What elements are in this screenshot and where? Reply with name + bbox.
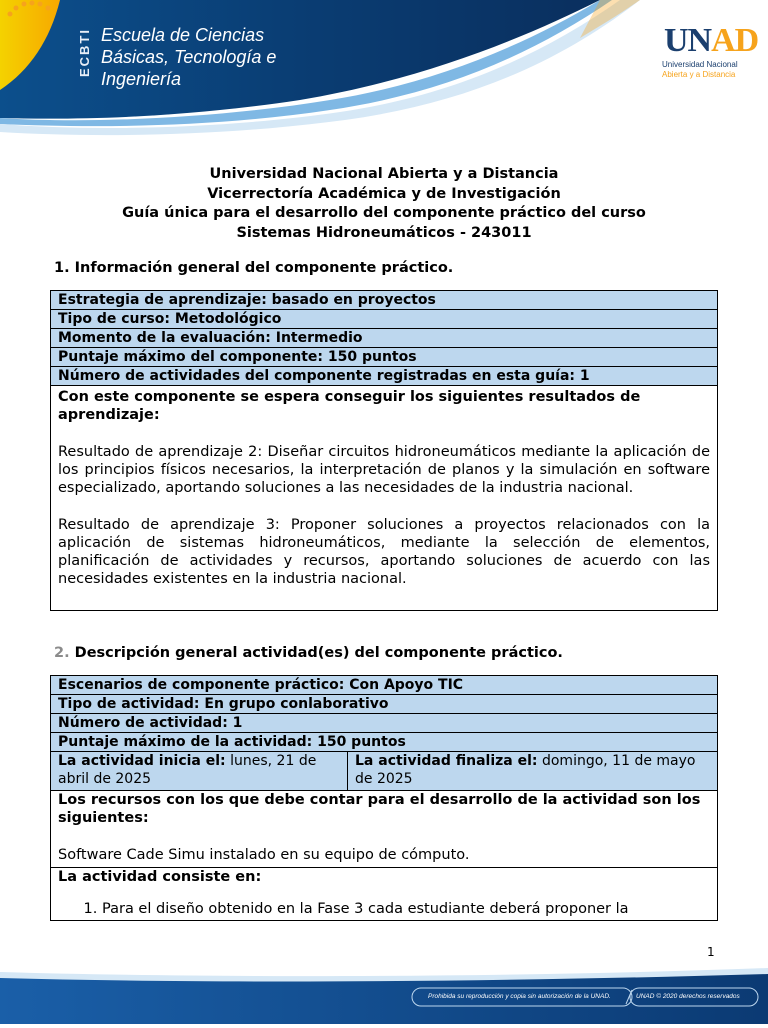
title-guide: Guía única para el desarrollo del componente práctico del curso	[122, 205, 646, 221]
footer-copyright: UNAD © 2020 derechos reservados	[636, 993, 740, 1000]
unad-logo-dots	[0, 0, 80, 70]
title-course: Sistemas Hidroneumáticos - 243011	[236, 224, 532, 241]
section1-heading: 1. Información general del componente práctico.	[54, 260, 454, 276]
unad-logo	[664, 22, 758, 60]
activity-start-value: lunes, 21 de abril de 2025	[58, 753, 317, 787]
learning-result-2: Resultado de aprendizaje 2: Diseñar circuitos hidroneumáticos mediante la aplicación de los principios físicos necesarios, la interpretación de planos y la simulación en software especializado, aportando soluciones a las necesidades de la industria nacional.	[58, 444, 710, 496]
activity-row-type: Tipo de actividad: En grupo conlaborativo	[51, 695, 718, 714]
activity-steps-list	[58, 900, 710, 918]
activity-description-intro: La actividad consiste en:	[58, 869, 262, 885]
section1-info-table	[50, 290, 718, 611]
activity-start-cell	[51, 752, 348, 791]
school-name-line-3: Ingeniería	[101, 69, 182, 89]
learning-results-intro: Con este componente se espera conseguir los siguientes resultados de aprendizaje:	[58, 389, 641, 423]
page-header	[0, 0, 768, 140]
ecbti-badge: ECBTI	[77, 28, 92, 78]
logo-text-accent: AD	[711, 22, 759, 59]
title-university: Universidad Nacional Abierta y a Distancia	[209, 166, 559, 182]
activity-start-label: La actividad inicia el:	[58, 753, 226, 769]
activity-description-cell	[51, 868, 718, 921]
activity-step-1: 1. Para el diseño obtenido en la Fase 3 cada estudiante deberá proponer la	[102, 900, 710, 918]
info-row-course-type: Tipo de curso: Metodológico	[51, 310, 718, 329]
resources-value: Software Cade Simu instalado en su equipo de cómputo.	[58, 847, 470, 863]
learning-result-3: Resultado de aprendizaje 3: Proponer soluciones a proyectos relacionados con la aplicación de sistemas hidroneumáticos, mediante la selección de elementos, planificación de actividades y recursos, aportando soluciones de acuerdo con las necesidades existentes en la industria nacional.	[58, 517, 710, 587]
info-row-max-score: Puntaje máximo del componente: 150 puntos	[51, 348, 718, 367]
activity-row-max-score: Puntaje máximo de la actividad: 150 puntos	[51, 733, 718, 752]
title-vicerrectoria: Vicerrectoría Académica y de Investigación	[207, 185, 561, 202]
section2-heading-text: Descripción general actividad(es) del componente práctico.	[74, 645, 563, 661]
activity-row-number: Número de actividad: 1	[51, 714, 718, 733]
logo-subtitle-1: Universidad Nacional	[662, 60, 738, 69]
logo-subtitle-2: Abierta y a Distancia	[662, 70, 736, 79]
activity-end-cell	[348, 752, 718, 791]
document-titles	[60, 165, 708, 243]
activity-row-scenario: Escenarios de componente práctico: Con Apoyo TIC	[51, 676, 718, 695]
logo-text-main: UN	[664, 22, 712, 59]
school-name	[101, 24, 276, 90]
school-name-line-1: Escuela de Ciencias	[101, 25, 265, 45]
resources-cell	[51, 791, 718, 868]
page-number: 1	[707, 945, 715, 959]
activity-end-value: domingo, 11 de mayo de 2025	[355, 753, 696, 787]
info-row-evaluation-moment: Momento de la evaluación: Intermedio	[51, 329, 718, 348]
activity-end-label: La actividad finaliza el:	[355, 753, 538, 769]
section2-activity-table	[50, 675, 718, 921]
learning-results-cell	[51, 386, 718, 611]
info-row-strategy: Estrategia de aprendizaje: basado en proyectos	[51, 291, 718, 310]
section2-heading-number: 2.	[54, 645, 70, 661]
section2-heading	[54, 645, 563, 661]
info-row-activity-count: Número de actividades del componente registradas en esta guía: 1	[51, 367, 718, 386]
school-name-line-2: Básicas, Tecnología e	[101, 47, 277, 67]
footer-notice: Prohibida su reproducción y copia sin autorización de la UNAD.	[428, 993, 611, 1000]
resources-intro: Los recursos con los que debe contar para el desarrollo de la actividad son los siguientes:	[58, 792, 701, 826]
